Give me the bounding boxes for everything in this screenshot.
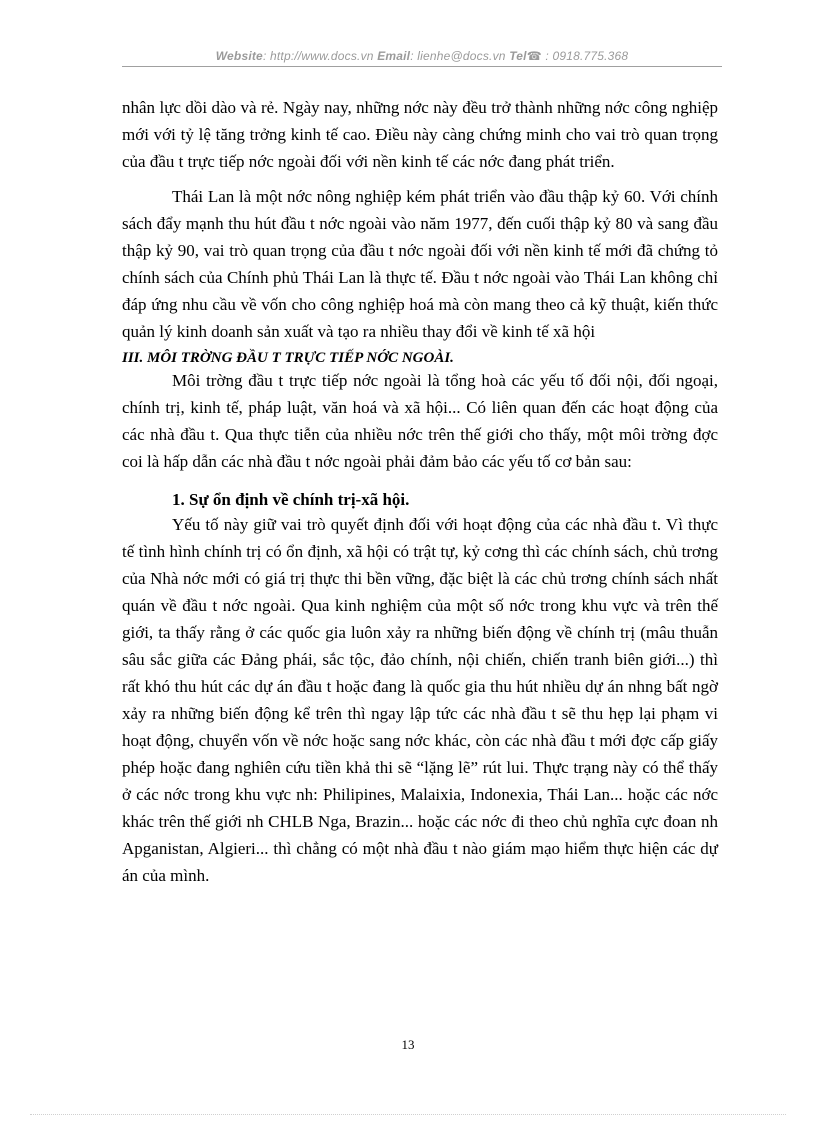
email-value: : lienhe@docs.vn [410, 49, 506, 63]
website-label: Website [215, 49, 263, 63]
header-divider [122, 66, 722, 67]
paragraph-2: Thái Lan là một nớc nông nghiệp kém phát triển vào đầu thập kỷ 60. Với chính sách đẩy mạnh thu hút đầu t nớc ngoài vào năm 1977, đến cuối thập kỷ 80 và sang đầu thập kỷ 90, vai trò quan trọng của đầu t nớc ngoài đối với nền kinh tế mới đã chứng tỏ chính sách của Chính phủ Thái Lan là thực tế. Đầu t nớc ngoài vào Thái Lan không chỉ đáp ứng nhu cầu về vốn cho công nghiệp hoá mà còn mang theo cả kỹ thuật, kiến thức quản lý kinh doanh sản xuất và tạo ra nhiều thay đổi về kinh tế xã hội [122, 187, 718, 341]
tel-label: Tel [509, 49, 527, 63]
email-label: Email [377, 49, 411, 63]
page-number: 13 [401, 1037, 415, 1052]
document-body [122, 94, 718, 889]
page-header [122, 49, 722, 63]
website-value: : http://www.docs.vn [262, 49, 374, 63]
paragraph-1: nhân lực dồi dào và rẻ. Ngày nay, những nớc này đều trở thành những nớc công nghiệp mới với tỷ lệ tăng trởng kinh tế cao. Điều này càng chứng minh cho vai trò quan trọng của đầu t trực tiếp nớc ngoài đối với nền kinh tế các nớc đang phát triển. [122, 98, 718, 171]
section-heading: III. MÔI TRỜNG ĐẦU T TRỰC TIẾP NỚC NGOÀI. [122, 350, 454, 366]
tel-value: ☎ : 0918.775.368 [526, 49, 629, 63]
subsection-heading: 1. Sự ổn định về chính trị-xã hội. [172, 490, 410, 509]
paragraph-3: Môi trờng đầu t trực tiếp nớc ngoài là tổng hoà các yếu tố đối nội, đối ngoại, chính trị, kinh tế, pháp luật, văn hoá và xã hội... Có liên quan đến các hoạt động của các nhà đầu t. Qua thực tiễn của nhiều nớc trên thế giới cho thấy, một môi trờng đợc coi là hấp dẫn các nhà đầu t nớc ngoài phải đảm bảo các yếu tố cơ bản sau: [122, 371, 718, 471]
footer-divider [30, 1114, 786, 1115]
paragraph-4: Yếu tố này giữ vai trò quyết định đối với hoạt động của các nhà đầu t. Vì thực tế tình hình chính trị có ổn định, xã hội có trật tự, kỷ cơng thì các chính sách, chủ trơng của Nhà nớc mới có giá trị thực thi bền vững, đặc biệt là các chủ trơng chính sách nhất quán về đầu t nớc ngoài. Qua kinh nghiệm của một số nớc trong khu vực và trên thế giới, ta thấy rằng ở các quốc gia luôn xảy ra những biến động về chính trị (mâu thuẫn sâu sắc giữa các Đảng phái, sắc tộc, đảo chính, nội chiến, chiến tranh biên giới...) thì rất khó thu hút các dự án đầu t hoặc đang là quốc gia thu hút nhiều dự án nhng bất ngờ xảy ra những biến động kể trên thì ngay lập tức các nhà đầu t sẽ thu hẹp lại phạm vi hoạt động, chuyển vốn về nớc hoặc sang nớc khác, còn các nhà đầu t mới đợc cấp giấy phép hoặc đang nghiên cứu tiền khả thi sẽ “lặng lẽ” rút lui. Thực trạng này có thể thấy ở các nớc trong khu vực nh: Philipines, Malaixia, Indonexia, Thái Lan... hoặc các nớc khác trên thế giới nh CHLB Nga, Brazin... hoặc các nớc đi theo chủ nghĩa cực đoan nh Apganistan, Algieri... thì chẳng có một nhà đầu t nào giám mạo hiểm thực hiện các dự án của mình. [122, 515, 718, 885]
